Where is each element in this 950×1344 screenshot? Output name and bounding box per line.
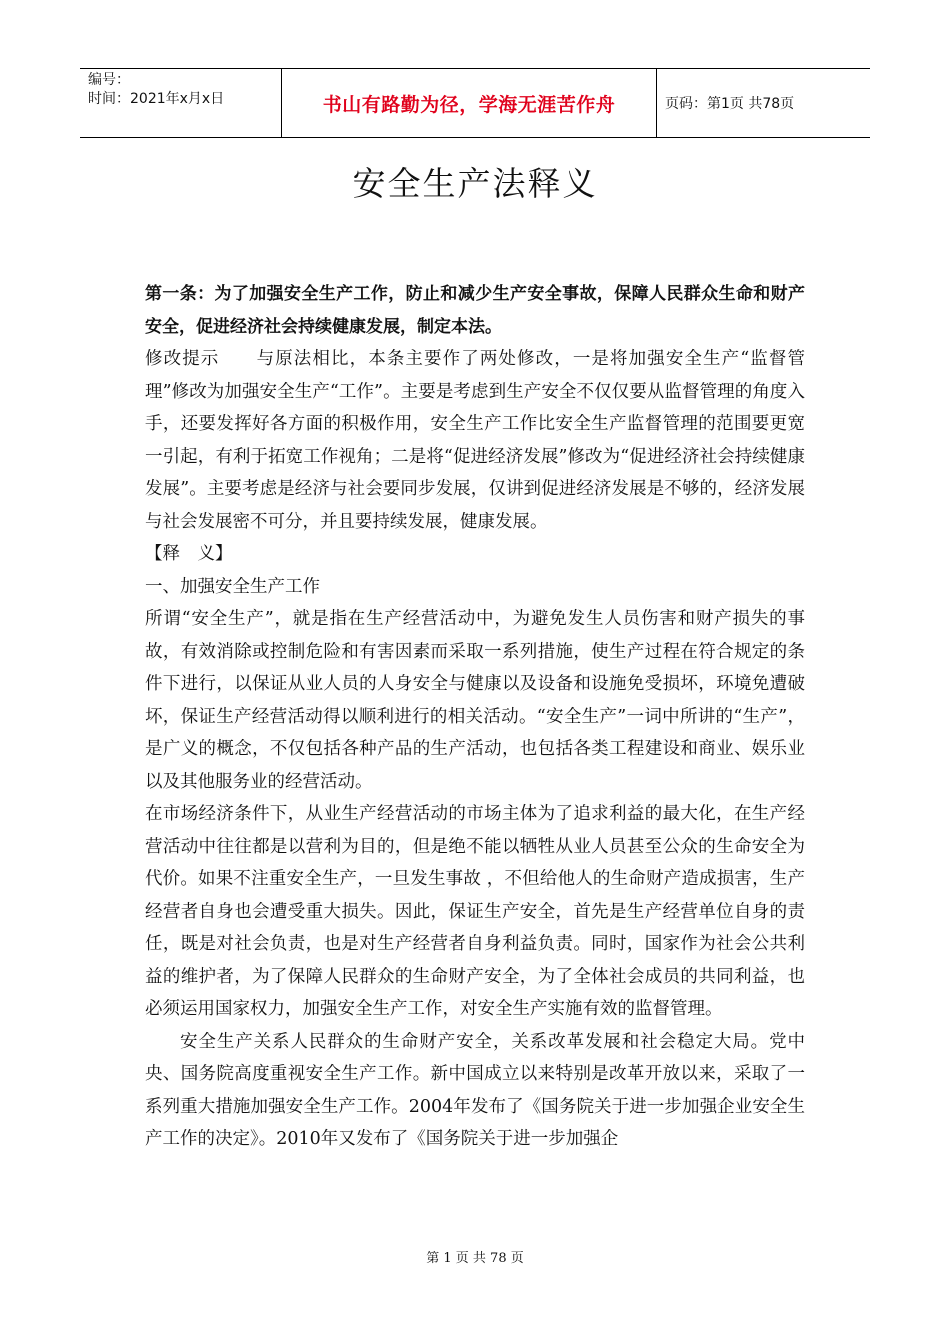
header-motto: 书山有路勤为径，学海无涯苦作舟 bbox=[322, 93, 616, 116]
body-paragraph: 所谓“安全生产”，就是指在生产经营活动中，为避免发生人员伤害和财产损失的事故，有效消除或控制危险和有害因素而采取一系列措施，使生产过程在符合规定的条件下进行，以保证从业人员的人身安全与健康以及设备和设施免受损坏，环境免遭破坏，保证生产经营活动得以顺利进行的相关活动。“安全生产”一词中所讲的“生产”，是广义的概念，不仅包括各种产品的生产活动，也包括各类工程建设和商业、娱乐业以及其他服务业的经营活动。 bbox=[145, 609, 805, 792]
revision-note-paragraph: 修改提示 与原法相比，本条主要作了两处修改，一是将加强安全生产“监督管理”修改为加强安全生产“工作”。主要是考虑到生产安全不仅仅要从监督管理的角度入手，还要发挥好各方面的积极作用，安全生产工作比安全生产监督管理的范围要更宽一引起，有利于拓宽工作视角；二是将“促进经济发展”修改为“促进经济社会持续健康发展”。主要考虑是经济与社会要同步发展，仅讲到促进经济发展是不够的，经济发展与社会发展密不可分，并且要持续发展，健康发展。 bbox=[145, 349, 805, 532]
body-paragraph: 在市场经济条件下，从业生产经营活动的市场主体为了追求利益的最大化，在生产经营活动中往往都是以营利为目的，但是绝不能以牺牲从业人员甚至公众的生命安全为代价。如果不注重安全生产，一旦发生事故 ，不但给他人的生命财产造成损害，生产经营者自身也会遭受重大损失。因此，保证生产安全，首先是生产经营单位自身的责任，既是对社会负责，也是对生产经营者自身利益负责。同时，国家作为社会公共利益的维护者，为了保障人民群众的生命财产安全，为了全体社会成员的共同利益，也必须运用国家权力，加强安全生产工作，对安全生产实施有效的监督管理。 bbox=[145, 804, 805, 1019]
body-paragraph: 安全生产关系人民群众的生命财产安全，关系改革发展和社会稳定大局。党中央、国务院高度重视安全生产工作。新中国成立以来特别是改革开放以来，采取了一系列重大措施加强安全生产工作。2004年发布了《国务院关于进一步加强企业安全生产工作的决定》。2010年又发布了《国务院关于进一步加强企 bbox=[145, 1031, 805, 1149]
document-number-label: 编号： bbox=[88, 72, 130, 88]
header-motto-cell bbox=[282, 69, 657, 137]
document-title: 安全生产法释义 bbox=[352, 164, 598, 203]
header-page-cell bbox=[657, 69, 870, 137]
header-page-info: 页码：第1页 共78页 bbox=[665, 96, 795, 112]
page-footer: 第 1 页 共 78 页 bbox=[426, 1251, 524, 1266]
subsection-heading: 一、加强安全生产工作 bbox=[145, 576, 320, 597]
document-body bbox=[145, 278, 805, 1156]
header-table bbox=[80, 68, 870, 138]
article-title: 第一条：为了加强安全生产工作，防止和减少生产安全事故，保障人民群众生命和财产安全，促进经济社会持续健康发展，制定本法。 bbox=[145, 284, 805, 337]
header-info-cell bbox=[80, 69, 282, 137]
document-date-label: 时间：2021年x月x日 bbox=[88, 91, 225, 107]
section-heading-interpretation: 【释 义】 bbox=[145, 544, 233, 564]
